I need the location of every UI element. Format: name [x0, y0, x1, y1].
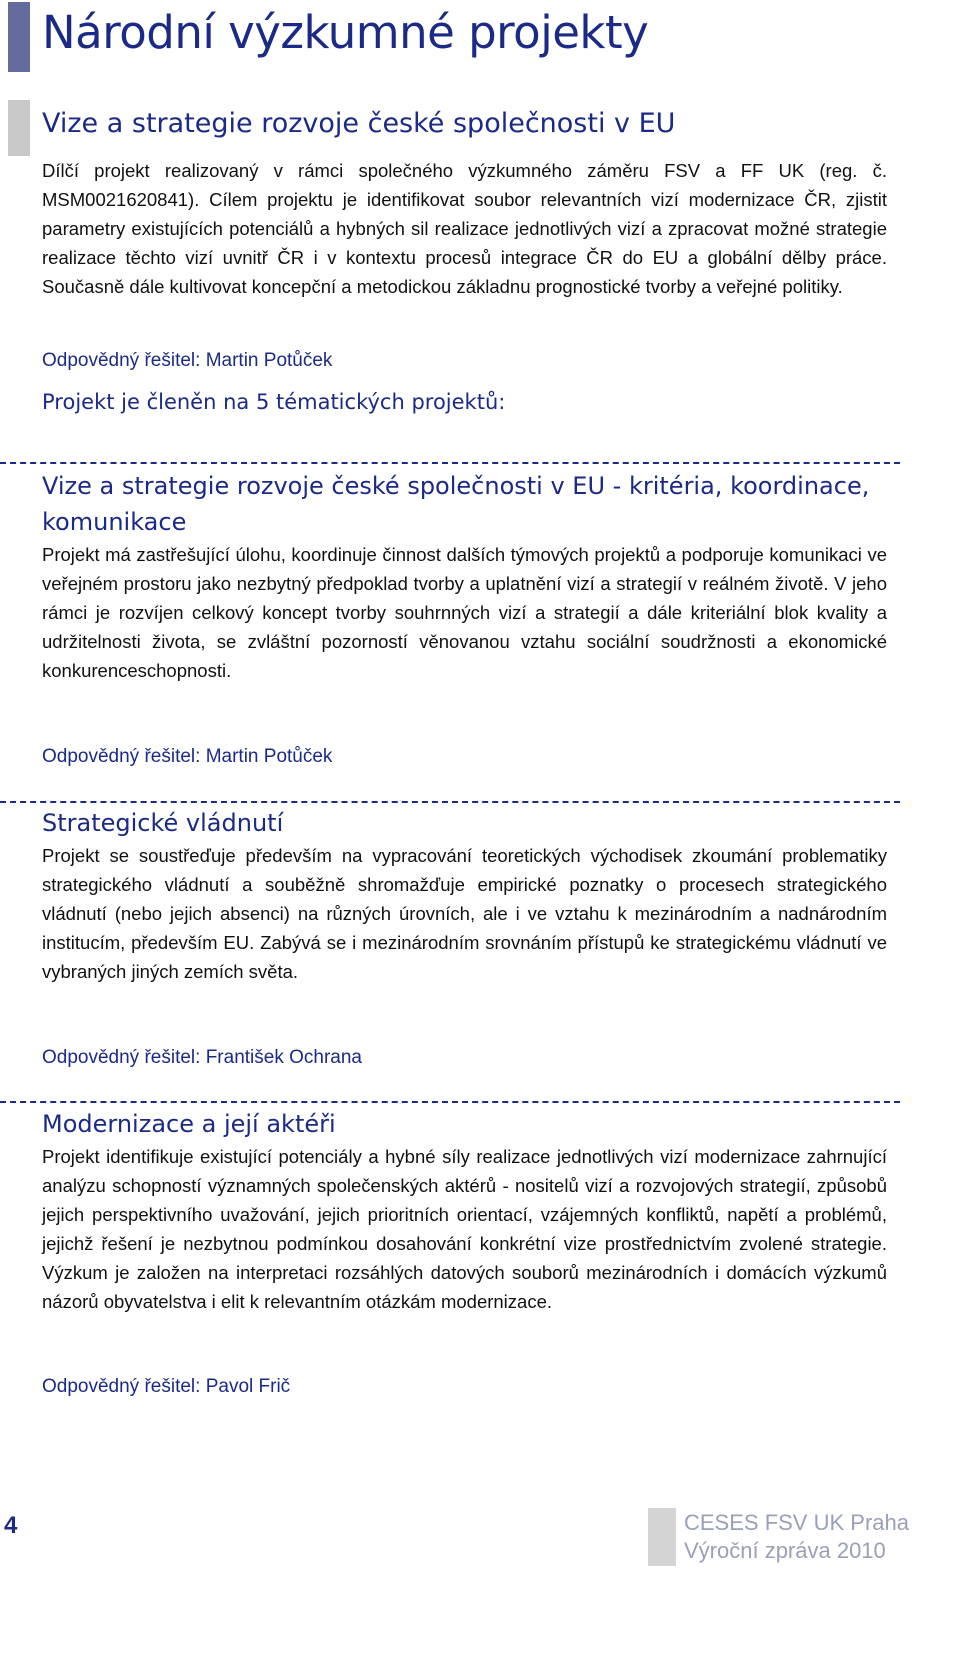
footer-report: Výroční zpráva 2010 [684, 1538, 886, 1563]
page-number: 4 [4, 1512, 18, 1539]
subproject-heading: Vize a strategie rozvoje české společnosti v EU - kritéria, koordinace, komunikace [42, 472, 870, 536]
subproject-heading: Strategické vládnutí [42, 809, 284, 837]
subproject-description: Projekt identifikuje existující potenciály a hybné síly realizace jednotlivých vizí modernizace zahrnující analýzu schopností významných společenských aktérů - nositelů vizí a rozvojových strategií, způsobů jejich perspektivního uvažování, jejich prioritních orientací, vzájemných konfliktů, napětí a problémů, jejichž řešení je nezbytnou podmínkou dosahování konkrétní vize prostřednictvím zvolené strategie. Výzkum je založen na interpretaci rozsáhlých datových souborů mezinárodních i domácích výzkumů názorů obyvatelstva i elit k relevantním otázkám modernizace. [42, 1146, 887, 1312]
subproject-heading: Modernizace a její aktéři [42, 1110, 336, 1138]
subproject-responsible: Odpovědný řešitel: Martin Potůček [42, 746, 333, 767]
title-accent-bar [8, 2, 30, 72]
subprojects-intro: Projekt je členěn na 5 tématických projektů: [42, 390, 506, 414]
page-title: Národní výzkumné projekty [42, 6, 649, 59]
main-project-heading: Vize a strategie rozvoje české společnosti v EU [42, 108, 676, 139]
subproject-responsible: Odpovědný řešitel: František Ochrana [42, 1047, 362, 1068]
subproject-responsible: Odpovědný řešitel: Pavol Frič [42, 1376, 291, 1397]
subproject-description: Projekt má zastřešující úlohu, koordinuje činnost dalších týmových projektů a podporuje komunikaci ve veřejném prostoru jako nezbytný předpoklad tvorby a uplatnění vizí a strategií v reálném životě. V jeho rámci je rozvíjen celkový koncept tvorby souhrnných vizí a strategií a dále kriteriální blok kvality a udržitelnosti života, se zvláštní pozorností věnovanou vztahu sociální soudržnosti a ekonomické konkurenceschopnosti. [42, 544, 887, 681]
section-divider [0, 462, 900, 464]
subproject-description: Projekt se soustřeďuje především na vypracování teoretických východisek zkoumání problematiky strategického vládnutí a souběžně shromažďuje empirické poznatky o procesech strategického vládnutí (nebo jejich absenci) na různých úrovních, ale i ve vztahu k mezinárodním a nadnárodním institucím, především EU. Zabývá se i mezinárodním srovnáním přístupů ke strategickému vládnutí ve vybraných jiných zemích světa. [42, 845, 887, 982]
section-divider [0, 801, 900, 803]
main-project-responsible: Odpovědný řešitel: Martin Potůček [42, 350, 333, 371]
main-project-description: Dílčí projekt realizovaný v rámci společného výzkumného záměru FSV a FF UK (reg. č. MSM0021620841). Cílem projektu je identifikovat soubor relevantních vizí modernizace ČR, zjistit parametry existujících potenciálů a hybných sil realizace jednotlivých vizí a zpracovat možné strategie realizace těchto vizí uvnitř ČR i v kontextu procesů integrace ČR do EU a globální dělby práce. Současně dále kultivovat koncepční a metodickou základnu prognostické tvorby a veřejné politiky. [42, 160, 887, 297]
footer-org: CESES FSV UK Praha [684, 1510, 909, 1535]
footer-accent-box [648, 1508, 676, 1566]
section-divider [0, 1101, 900, 1103]
section-accent-bar [8, 100, 30, 156]
